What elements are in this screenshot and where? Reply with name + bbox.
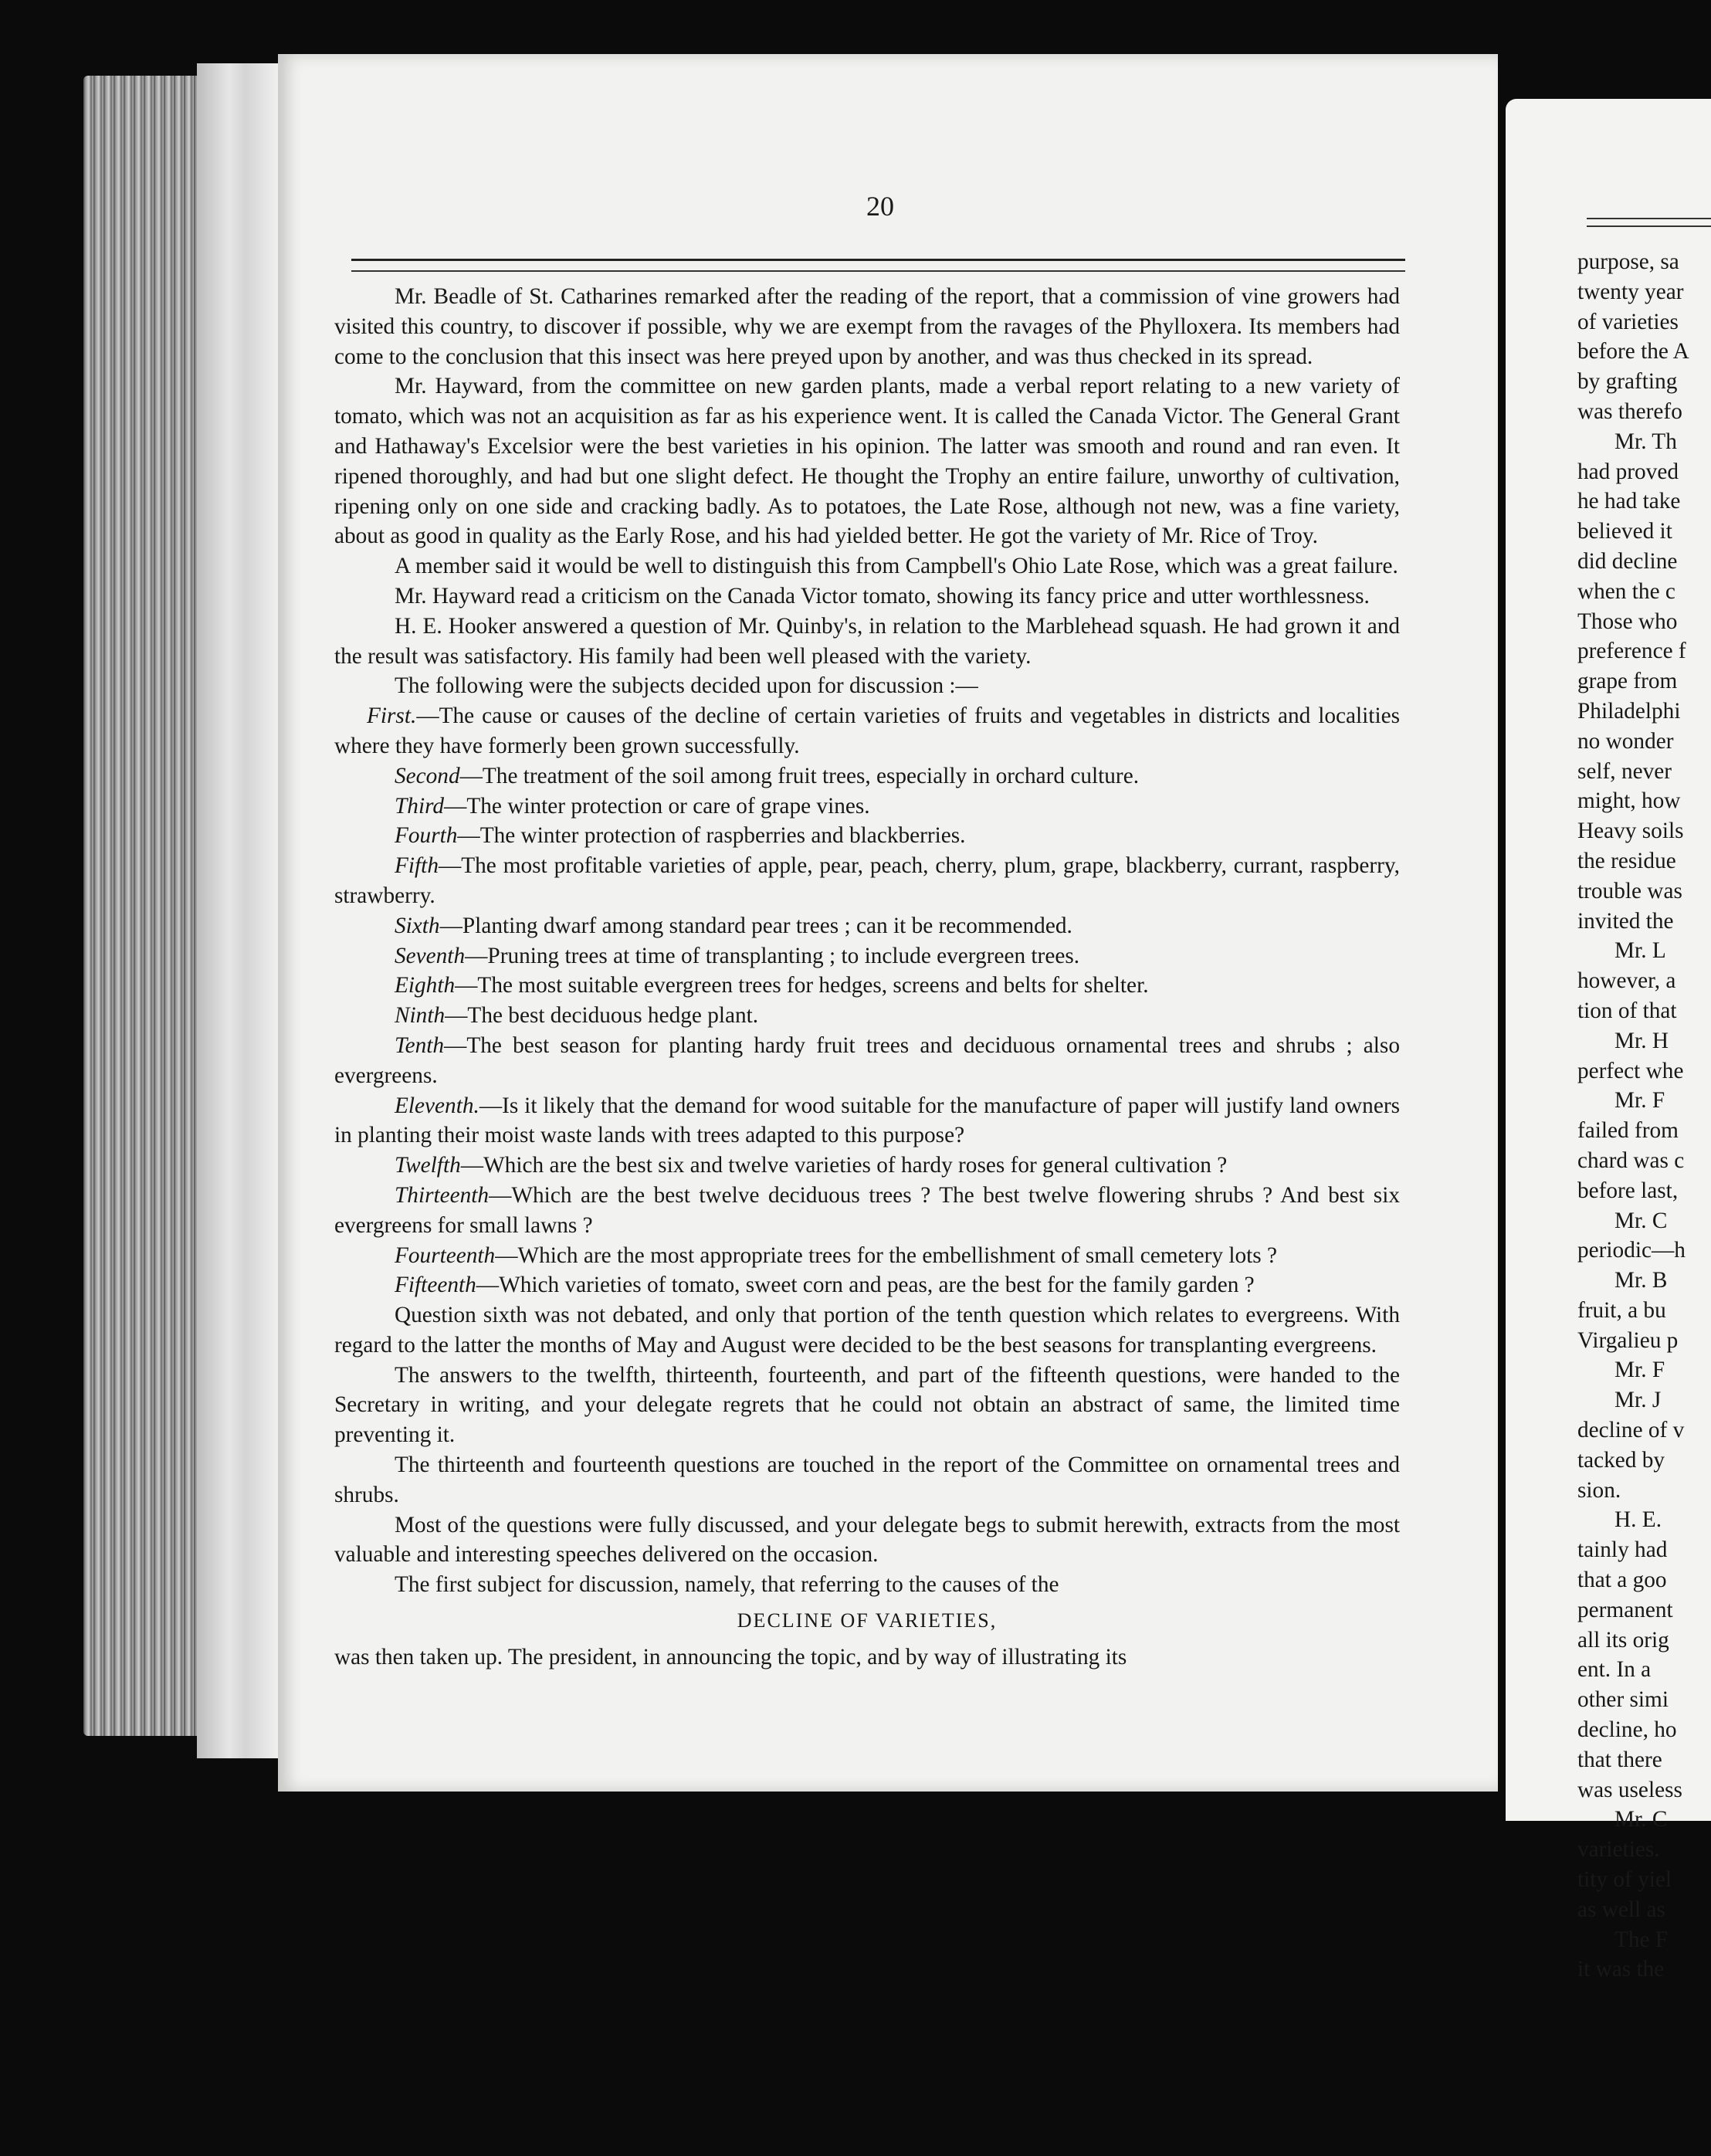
discussion-subject [334,941,1400,971]
paragraph: Mr. Hayward, from the committee on new garden plants, made a verbal report relating to a new variety of tomato, which was not an acquisition as far as his experience went. It is called the Canada Victor. The General Grant and Hathaway's Excelsior were the best varieties in his opinion. The latter was smooth and round and ran even. It ripened thoroughly, and had but one slight defect. He thought the Trophy an entire failure, unworthy of cultivation, ripening only on one side and cracking badly. As to potatoes, the Late Rose, although not new, was a fine variety, about as good in quality as the Early Rose, and his had yielded better. He got the variety of Mr. Rice of Troy. [334,374,1400,549]
facing-page-line: he had take [1577,489,1681,514]
discussion-subject [334,1181,1400,1241]
subject-ordinal: Fourteenth [395,1242,496,1268]
facing-page-line: no wonder [1577,728,1674,754]
discussion-subject [334,911,1400,941]
facing-page-line: Mr. B [1614,1268,1668,1293]
subject-text: —The most profitable varieties of apple, pear, peach, cherry, plum, grape, blackberry, currant, raspberry, strawberry. [334,853,1400,908]
discussion-subject [334,1241,1400,1271]
facing-page-line: Heavy soils [1577,819,1684,844]
subject-text: —Which are the best twelve deciduous trees ? The best twelve flowering shrubs ? And best six evergreens for small lawns ? [334,1182,1400,1238]
subject-ordinal: Eleventh. [395,1093,479,1118]
subject-ordinal: Tenth [395,1032,445,1058]
subject-ordinal: Sixth [395,913,440,938]
subject-text: —Planting dwarf among standard pear trees ; can it be recommended. [439,913,1072,938]
subject-text: —Which are the best six and twelve varieties of hardy roses for general cultivation ? [460,1153,1228,1178]
subject-ordinal: Third [395,793,445,819]
facing-page-line: decline, ho [1577,1717,1677,1743]
subject-text: —The best deciduous hedge plant. [445,1003,759,1029]
facing-page-line: was useless [1577,1777,1682,1802]
facing-page-line: grape from [1577,669,1678,694]
facing-page-line: had proved [1577,459,1679,484]
facing-page-line: Mr. L [1614,938,1666,964]
facing-page-line: preference f [1577,639,1686,664]
subject-ordinal: Seventh [395,943,466,968]
facing-page-line: Mr. H [1614,1028,1669,1053]
facing-page-line: that a goo [1577,1568,1667,1593]
discussion-subject [334,1270,1400,1300]
facing-page-line: Philadelphi [1577,698,1681,724]
paragraph: H. E. Hooker answered a question of Mr. Quinby's, in relation to the Marblehead squash. He had grown it and the result was satisfactory. His family had been well pleased with the variety. [334,613,1400,669]
subject-ordinal: Fourth [395,823,458,849]
facing-page-line: that there [1577,1747,1662,1772]
facing-page-line: was therefo [1577,398,1682,424]
page-body-text [334,282,1400,1673]
facing-page-line: Mr. Th [1614,429,1677,454]
subject-text: —The cause or causes of the decline of certain varieties of fruits and vegetables in districts and localities where they have formerly been grown successfully. [334,703,1400,758]
facing-page-line: chard was c [1577,1147,1685,1173]
facing-page-line: fruit, a bu [1577,1297,1666,1323]
paragraph: The first subject for discussion, namely, that referring to the causes of the [395,1572,1059,1598]
facing-page-line: perfect whe [1577,1058,1684,1083]
facing-page-line: all its orig [1577,1627,1669,1653]
facing-page-line: did decline [1577,548,1678,574]
discussion-subject [334,761,1400,792]
discussion-subject [334,971,1400,1001]
facing-page-line: permanent [1577,1597,1673,1622]
facing-page-line: as well as [1577,1897,1665,1922]
facing-page-line: H. E. [1614,1507,1662,1533]
facing-page-line: Mr. C [1614,1208,1668,1233]
facing-page-line: Mr. C [1614,1807,1668,1832]
facing-page-line: decline of v [1577,1418,1685,1443]
facing-page-line: it was the [1577,1957,1665,1982]
paragraph: Question sixth was not debated, and only that portion of the tenth question which relates to evergreens. With regard to the latter the months of May and August were decided to be the best seasons for transplanting evergreens. [334,1303,1400,1358]
facing-page-line: ent. In a [1577,1657,1652,1683]
facing-page-line: purpose, sa [1577,249,1679,274]
facing-page-line: twenty year [1577,279,1684,304]
subject-ordinal: First. [367,703,417,729]
facing-page-line: before the A [1577,339,1689,364]
facing-page-text [1577,247,1711,1985]
subject-text: —Pruning trees at time of transplanting ; to include evergreen trees. [465,943,1080,968]
subject-ordinal: Eighth [395,973,456,998]
facing-page-line: self, never [1577,758,1672,784]
facing-page-line: might, how [1577,788,1681,814]
paragraph: The following were the subjects decided upon for discussion :— [395,673,978,699]
facing-page-line: Mr. F [1614,1088,1665,1114]
facing-page-line: trouble was [1577,878,1682,903]
paragraph: The thirteenth and fourteenth questions are touched in the report of the Committee on ornamental trees and shrubs. [334,1453,1400,1507]
page-number: 20 [866,191,894,222]
paragraph: was then taken up. The president, in announcing the topic, and by way of illustrating its [334,1644,1127,1670]
subject-ordinal: Fifth [395,853,439,879]
paragraph: A member said it would be well to distinguish this from Campbell's Ohio Late Rose, which was a great failure. [395,554,1398,579]
facing-page-line: The F [1614,1927,1669,1952]
facing-page-line: failed from [1577,1118,1679,1144]
section-heading: DECLINE OF VARIETIES, [737,1609,998,1632]
subject-ordinal: Fifteenth [395,1273,476,1298]
facing-page-line: tity of yiel [1577,1867,1672,1893]
paragraph: Most of the questions were fully discussed, and your delegate begs to submit herewith, extracts from the most valuable and interesting speeches delivered on the occasion. [334,1512,1400,1568]
facing-page-line: varieties. [1577,1837,1660,1863]
facing-page-line: Mr. J [1614,1388,1662,1413]
facing-page-line: tacked by [1577,1447,1665,1473]
subject-ordinal: Thirteenth [395,1182,490,1208]
facing-page-line: tion of that [1577,998,1677,1023]
facing-page-line: Virgalieu p [1577,1327,1679,1353]
facing-page-line: the residue [1577,848,1676,873]
discussion-subject [334,792,1400,822]
subject-text: —The best season for planting hardy fruit trees and deciduous ornamental trees and shrubs ; also evergreens. [334,1032,1400,1088]
facing-page-line: Those who [1577,608,1678,634]
paragraph: Mr. Beadle of St. Catharines remarked after the reading of the report, that a commission of vine growers had visited this country, to discover if possible, why we are exempt from the ravages of the Phylloxera. Its members had come to the conclusion that this insect was here preyed upon by another, and was thus checked in its spread. [334,284,1400,369]
subject-text: —Which varieties of tomato, sweet corn and peas, are the best for the family garden ? [476,1273,1255,1298]
header-rule [351,259,1405,272]
facing-page-line: Mr. F [1614,1358,1665,1383]
book-gutter [197,63,278,1758]
subject-ordinal: Ninth [395,1003,446,1029]
facing-page-line: periodic—h [1577,1238,1686,1263]
discussion-subject [334,851,1400,911]
facing-page-line: invited the [1577,908,1674,934]
paragraph: Mr. Hayward read a criticism on the Canada Victor tomato, showing its fancy price and utter worthlessness. [395,583,1370,608]
facing-header-rule [1587,218,1711,227]
subject-ordinal: Second [395,763,460,788]
paragraph: The answers to the twelfth, thirteenth, fourteenth, and part of the fifteenth questions, were handed to the Secretary in writing, and your delegate regrets that he could not obtain an abstract of same, the limited time preventing it. [334,1362,1400,1448]
facing-page-line: sion. [1577,1477,1621,1503]
facing-page-line: believed it [1577,519,1672,544]
subject-text: —The winter protection of raspberries and blackberries. [457,823,966,849]
discussion-subject [334,1091,1400,1151]
facing-page-line: by grafting [1577,369,1678,395]
discussion-subject [334,821,1400,851]
facing-page-line: before last, [1577,1178,1679,1203]
facing-page-line: of varieties [1577,309,1679,334]
discussion-subject [334,1001,1400,1031]
facing-page-line: other simi [1577,1687,1669,1713]
subject-text: —The winter protection or care of grape vines. [444,793,870,819]
subject-text: —The treatment of the soil among fruit trees, especially in orchard culture. [459,763,1140,788]
subject-text: —The most suitable evergreen trees for hedges, screens and belts for shelter. [455,973,1149,998]
facing-page-line: tainly had [1577,1537,1668,1563]
facing-page-line: however, a [1577,968,1676,994]
discussion-subject [334,701,1400,761]
facing-page-line: when the c [1577,578,1675,604]
subject-text: —Is it likely that the demand for wood suitable for the manufacture of paper will justify land owners in planting their moist waste lands with trees adapted to this purpose? [334,1093,1400,1148]
discussion-subject [334,1151,1400,1181]
discussion-subject [334,1031,1400,1091]
subject-ordinal: Twelfth [395,1153,461,1178]
subject-text: —Which are the most appropriate trees for the embellishment of small cemetery lots ? [495,1242,1278,1268]
